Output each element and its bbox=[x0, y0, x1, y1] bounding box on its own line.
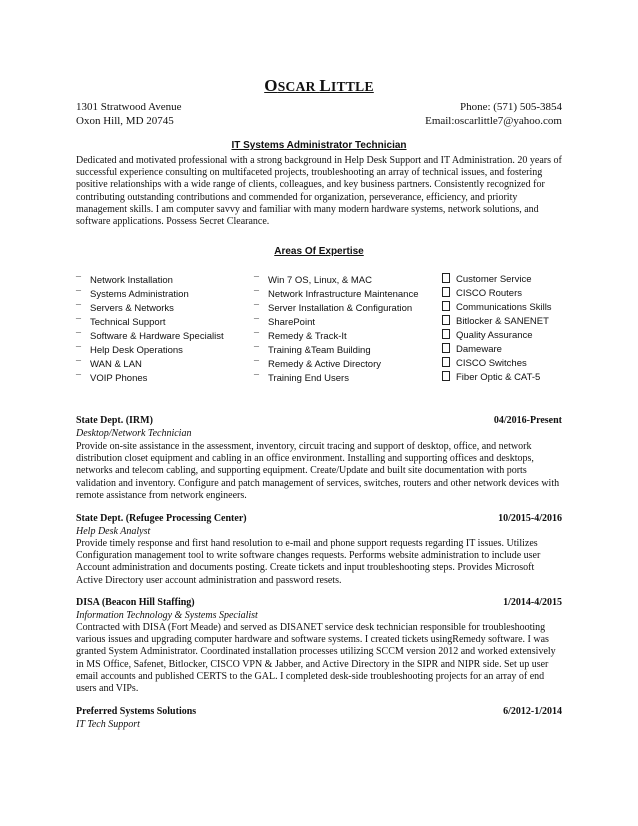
dash-bullet-icon: ¯ bbox=[76, 373, 81, 383]
square-bullet-icon bbox=[442, 301, 450, 311]
job-description: Provide timely response and first hand resolution to e-mail and phone support requests regarding IT issues. Utilizes Configuration management tool to write software changes requests. Performs website administration to include user Account administration and documents posting. Create tickets and input troubleshooting steps. Provides Microsoft Active Directory user account administration and password resets. bbox=[76, 538, 541, 586]
dash-bullet-icon: ¯ bbox=[254, 331, 259, 341]
summary-title: IT Systems Administrator Technician bbox=[231, 140, 407, 151]
contact-line-1 bbox=[76, 101, 562, 113]
contact-line-2 bbox=[76, 115, 562, 127]
expertise-item: ¯ Server Installation & Configuration bbox=[254, 303, 413, 314]
dash-bullet-icon: ¯ bbox=[76, 345, 81, 355]
job-role: Information Technology & Systems Specialist bbox=[76, 610, 258, 621]
job-header bbox=[76, 513, 562, 524]
dash-bullet-icon: ¯ bbox=[76, 317, 81, 327]
job-dates: 10/2015-4/2016 bbox=[498, 513, 562, 524]
expertise-item: ¯ SharePoint bbox=[254, 317, 316, 328]
dash-bullet-icon: ¯ bbox=[254, 359, 259, 369]
candidate-name: OSCAR LITTLE bbox=[264, 76, 374, 95]
expertise-item: ¯ Remedy & Active Directory bbox=[254, 359, 381, 370]
job-description: Provide on-site assistance in the assessment, inventory, circuit tracing and support of desktop, office, and network distribution closet equipment and cabling in an office environment. Installing and supporting offices and desktops, networks and telecom cabling, and supporting equipment. Create/Update and built site documentation with ports validation and inventory. Configure and patch management of services, switches, routers and other network devices with remote assistance from network engineers. bbox=[76, 441, 560, 501]
dash-bullet-icon: ¯ bbox=[254, 289, 259, 299]
expertise-item: ¯ Network Infrastructure Maintenance bbox=[254, 289, 419, 300]
job-role: Help Desk Analyst bbox=[76, 526, 151, 537]
dash-bullet-icon: ¯ bbox=[254, 303, 259, 313]
job-dates: 6/2012-1/2014 bbox=[503, 706, 562, 717]
expertise-column-1 bbox=[76, 273, 248, 385]
square-bullet-icon bbox=[442, 287, 450, 297]
expertise-item: Customer Service bbox=[442, 273, 566, 287]
expertise-item: ¯ VOIP Phones bbox=[76, 373, 148, 384]
dash-bullet-icon: ¯ bbox=[254, 345, 259, 355]
expertise-item: Bitlocker & SANENET bbox=[442, 315, 566, 329]
address-line-1: 1301 Stratwood Avenue bbox=[76, 101, 182, 113]
dash-bullet-icon: ¯ bbox=[76, 359, 81, 369]
dash-bullet-icon: ¯ bbox=[254, 275, 259, 285]
expertise-item: ¯ Systems Administration bbox=[76, 289, 189, 300]
expertise-item: ¯ Remedy & Track-It bbox=[254, 331, 347, 342]
expertise-item: ¯ Training End Users bbox=[254, 373, 349, 384]
expertise-item: CISCO Routers bbox=[442, 287, 566, 301]
expertise-item: ¯ Training &Team Building bbox=[254, 345, 371, 356]
dash-bullet-icon: ¯ bbox=[254, 317, 259, 327]
expertise-column-3 bbox=[442, 273, 566, 385]
expertise-item: ¯ Network Installation bbox=[76, 275, 173, 286]
address-line-2: Oxon Hill, MD 20745 bbox=[76, 115, 174, 127]
expertise-item: ¯ Win 7 OS, Linux, & MAC bbox=[254, 275, 373, 286]
job-employer: Preferred Systems Solutions bbox=[76, 706, 197, 717]
expertise-item: Communications Skills bbox=[442, 301, 566, 315]
expertise-item: ¯ Software & Hardware Specialist bbox=[76, 331, 224, 342]
square-bullet-icon bbox=[442, 315, 450, 325]
square-bullet-icon bbox=[442, 343, 450, 353]
job-dates: 1/2014-4/2015 bbox=[503, 597, 562, 608]
square-bullet-icon bbox=[442, 371, 450, 381]
expertise-item: Dameware bbox=[442, 343, 566, 357]
dash-bullet-icon: ¯ bbox=[76, 289, 81, 299]
square-bullet-icon bbox=[442, 357, 450, 367]
expertise-item: ¯ Technical Support bbox=[76, 317, 166, 328]
expertise-item: ¯ WAN & LAN bbox=[76, 359, 142, 370]
job-header bbox=[76, 597, 562, 608]
job-header bbox=[76, 415, 562, 426]
square-bullet-icon bbox=[442, 273, 450, 283]
job-employer: DISA (Beacon Hill Staffing) bbox=[76, 597, 195, 608]
phone: Phone: (571) 505-3854 bbox=[459, 101, 562, 113]
job-description: Contracted with DISA (Fort Meade) and served as DISANET service desk technician responsible for troubleshooting various issues and upgrading computer hardware and software systems. I created tickets usingRemedy software. I was granted System Administrator. Coordinated installation processes utilizing SCCM version 2012 and worked extensively in MS Office, Safenet, Bitlocker, CISCO VPN & Jabber, and Active Directory in the SIPR and NIPR side. Set up user email accounts and published CERTS to the GAL. I completed desk-side troubleshooting projects for an array of end users and VIPs. bbox=[76, 622, 556, 695]
expertise-item: CISCO Switches bbox=[442, 357, 566, 371]
job-role: IT Tech Support bbox=[76, 719, 140, 730]
job-header bbox=[76, 706, 562, 717]
expertise-item: Quality Assurance bbox=[442, 329, 566, 343]
dash-bullet-icon: ¯ bbox=[76, 275, 81, 285]
job-employer: State Dept. (IRM) bbox=[76, 415, 153, 426]
job-role: Desktop/Network Technician bbox=[76, 428, 192, 439]
expertise-item: ¯ Servers & Networks bbox=[76, 303, 174, 314]
dash-bullet-icon: ¯ bbox=[254, 373, 259, 383]
summary-text: Dedicated and motivated professional with a strong background in Help Desk Support and IT Administration. 20 years of successful experience consulting on multifaceted projects, troubleshooting an array of technical issues, and fostering positive relationships with a wide range of clients, colleagues, and key business partners. Consistently recognized for contributing outstanding contributions and commended for organization, perseverance, efficiency, and priority management skills. I am computer savvy and familiar with many modern hardware systems, network solutions, and software applications. Possess Secret Clearance. bbox=[76, 155, 562, 228]
expertise-item: Fiber Optic & CAT-5 bbox=[442, 371, 566, 385]
expertise-column-2 bbox=[254, 273, 440, 385]
square-bullet-icon bbox=[442, 329, 450, 339]
email: Email:oscarlittle7@yahoo.com bbox=[425, 115, 562, 127]
dash-bullet-icon: ¯ bbox=[76, 303, 81, 313]
expertise-title: Areas Of Expertise bbox=[274, 246, 364, 257]
job-employer: State Dept. (Refugee Processing Center) bbox=[76, 513, 247, 524]
expertise-item: ¯ Help Desk Operations bbox=[76, 345, 183, 356]
job-dates: 04/2016-Present bbox=[493, 415, 562, 426]
dash-bullet-icon: ¯ bbox=[76, 331, 81, 341]
